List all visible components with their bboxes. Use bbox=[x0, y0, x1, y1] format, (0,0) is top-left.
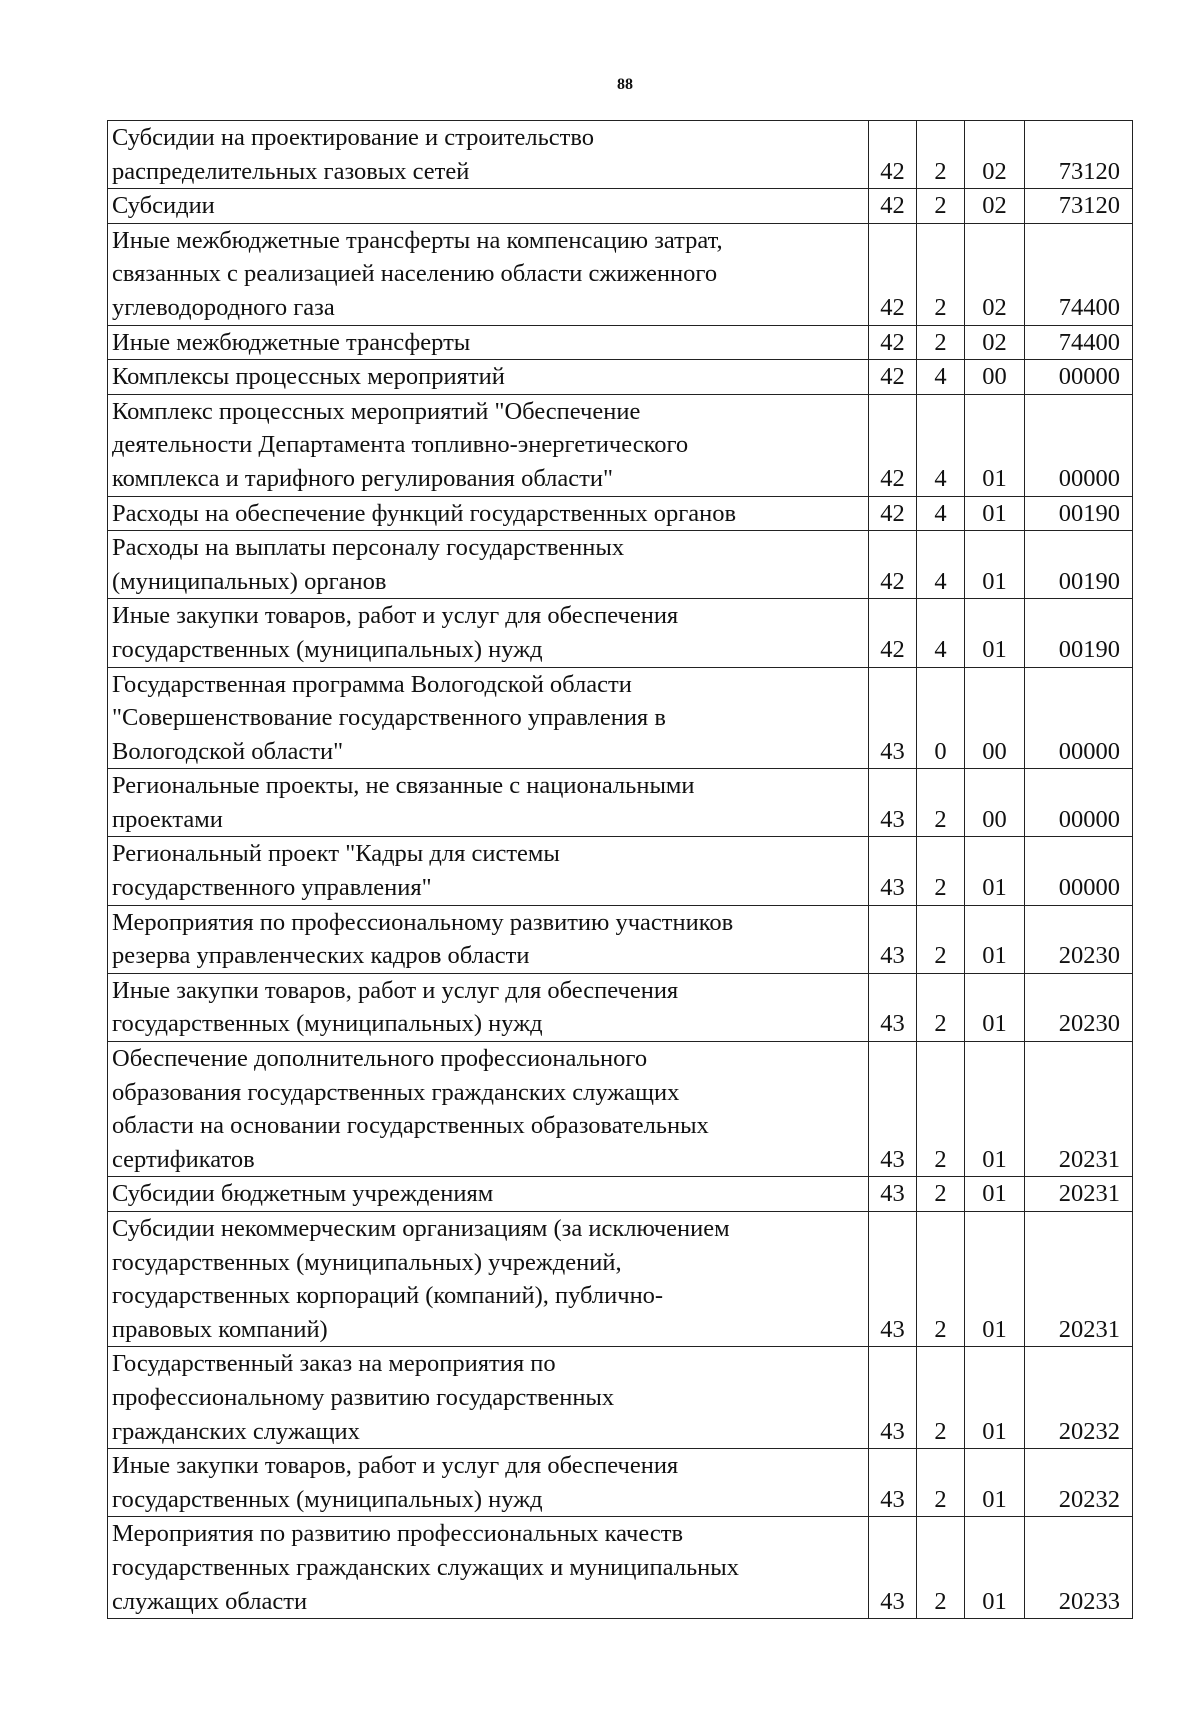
code-direction: 00000 bbox=[1025, 769, 1133, 837]
row-title: Расходы на обеспечение функций государственных органов bbox=[108, 496, 869, 531]
code-subprogram: 00 bbox=[965, 667, 1025, 769]
code-type: 4 bbox=[917, 531, 965, 599]
table-row bbox=[108, 121, 1133, 189]
code-section: 42 bbox=[869, 189, 917, 224]
table-row bbox=[108, 325, 1133, 360]
table-row bbox=[108, 1449, 1133, 1517]
row-title: Государственная программа Вологодской области "Совершенствование государственного управления в Вологодской области" bbox=[108, 667, 869, 769]
code-type: 2 bbox=[917, 1042, 965, 1177]
row-title: Государственный заказ на мероприятия по профессиональному развитию государственных гражданских служащих bbox=[108, 1347, 869, 1449]
row-title: Иные межбюджетные трансферты на компенсацию затрат, связанных с реализацией населению области сжиженного углеводородного газа bbox=[108, 223, 869, 325]
budget-table-body bbox=[108, 121, 1133, 1619]
code-direction: 74400 bbox=[1025, 325, 1133, 360]
table-row bbox=[108, 189, 1133, 224]
code-subprogram: 01 bbox=[965, 394, 1025, 496]
table-row bbox=[108, 223, 1133, 325]
code-subprogram: 01 bbox=[965, 837, 1025, 905]
code-type: 2 bbox=[917, 1212, 965, 1347]
row-title: Субсидии bbox=[108, 189, 869, 224]
code-subprogram: 01 bbox=[965, 1347, 1025, 1449]
row-title: Иные закупки товаров, работ и услуг для обеспечения государственных (муниципальных) нужд bbox=[108, 599, 869, 667]
code-subprogram: 01 bbox=[965, 1042, 1025, 1177]
code-direction: 20232 bbox=[1025, 1449, 1133, 1517]
code-section: 43 bbox=[869, 769, 917, 837]
table-row bbox=[108, 1347, 1133, 1449]
code-direction: 00000 bbox=[1025, 360, 1133, 395]
row-title: Иные межбюджетные трансферты bbox=[108, 325, 869, 360]
table-row bbox=[108, 531, 1133, 599]
code-type: 2 bbox=[917, 1517, 965, 1619]
code-subprogram: 00 bbox=[965, 769, 1025, 837]
code-type: 4 bbox=[917, 394, 965, 496]
code-direction: 20230 bbox=[1025, 973, 1133, 1041]
code-direction: 73120 bbox=[1025, 189, 1133, 224]
code-direction: 20232 bbox=[1025, 1347, 1133, 1449]
row-title: Мероприятия по профессиональному развитию участников резерва управленческих кадров области bbox=[108, 905, 869, 973]
code-subprogram: 02 bbox=[965, 121, 1025, 189]
code-direction: 00000 bbox=[1025, 837, 1133, 905]
table-row bbox=[108, 394, 1133, 496]
row-title: Региональный проект "Кадры для системы государственного управления" bbox=[108, 837, 869, 905]
row-title: Иные закупки товаров, работ и услуг для обеспечения государственных (муниципальных) нужд bbox=[108, 1449, 869, 1517]
code-section: 43 bbox=[869, 1449, 917, 1517]
code-subprogram: 00 bbox=[965, 360, 1025, 395]
code-direction: 73120 bbox=[1025, 121, 1133, 189]
code-section: 43 bbox=[869, 973, 917, 1041]
code-type: 2 bbox=[917, 223, 965, 325]
page-number: 88 bbox=[617, 76, 633, 93]
code-section: 43 bbox=[869, 1042, 917, 1177]
code-direction: 00000 bbox=[1025, 394, 1133, 496]
code-section: 43 bbox=[869, 1212, 917, 1347]
code-subprogram: 01 bbox=[965, 599, 1025, 667]
row-title: Субсидии бюджетным учреждениям bbox=[108, 1177, 869, 1212]
code-type: 2 bbox=[917, 1347, 965, 1449]
code-subprogram: 01 bbox=[965, 973, 1025, 1041]
code-direction: 74400 bbox=[1025, 223, 1133, 325]
code-direction: 20231 bbox=[1025, 1212, 1133, 1347]
table-row bbox=[108, 599, 1133, 667]
code-direction: 20231 bbox=[1025, 1177, 1133, 1212]
row-title: Обеспечение дополнительного профессионального образования государственных гражданских служащих области на основании государственных образовательных сертификатов bbox=[108, 1042, 869, 1177]
code-type: 2 bbox=[917, 1449, 965, 1517]
code-section: 43 bbox=[869, 667, 917, 769]
code-subprogram: 01 bbox=[965, 531, 1025, 599]
code-subprogram: 01 bbox=[965, 1517, 1025, 1619]
code-direction: 20230 bbox=[1025, 905, 1133, 973]
table-row bbox=[108, 360, 1133, 395]
table-row bbox=[108, 667, 1133, 769]
table-row bbox=[108, 1517, 1133, 1619]
code-subprogram: 01 bbox=[965, 905, 1025, 973]
code-section: 43 bbox=[869, 1177, 917, 1212]
code-subprogram: 02 bbox=[965, 325, 1025, 360]
code-section: 42 bbox=[869, 223, 917, 325]
table-row bbox=[108, 837, 1133, 905]
row-title: Комплекс процессных мероприятий "Обеспечение деятельности Департамента топливно-энергетического комплекса и тарифного регулирования области" bbox=[108, 394, 869, 496]
code-direction: 20231 bbox=[1025, 1042, 1133, 1177]
code-subprogram: 01 bbox=[965, 1449, 1025, 1517]
code-subprogram: 01 bbox=[965, 496, 1025, 531]
code-section: 43 bbox=[869, 837, 917, 905]
code-type: 2 bbox=[917, 837, 965, 905]
code-direction: 20233 bbox=[1025, 1517, 1133, 1619]
code-type: 4 bbox=[917, 496, 965, 531]
code-type: 2 bbox=[917, 325, 965, 360]
row-title: Расходы на выплаты персоналу государственных (муниципальных) органов bbox=[108, 531, 869, 599]
code-section: 42 bbox=[869, 121, 917, 189]
code-direction: 00190 bbox=[1025, 599, 1133, 667]
table-row bbox=[108, 1212, 1133, 1347]
code-section: 42 bbox=[869, 599, 917, 667]
code-section: 42 bbox=[869, 325, 917, 360]
code-direction: 00190 bbox=[1025, 496, 1133, 531]
code-type: 2 bbox=[917, 121, 965, 189]
code-subprogram: 01 bbox=[965, 1212, 1025, 1347]
code-direction: 00000 bbox=[1025, 667, 1133, 769]
code-section: 43 bbox=[869, 905, 917, 973]
code-subprogram: 02 bbox=[965, 223, 1025, 325]
code-subprogram: 02 bbox=[965, 189, 1025, 224]
table-row bbox=[108, 1177, 1133, 1212]
code-type: 2 bbox=[917, 189, 965, 224]
code-type: 0 bbox=[917, 667, 965, 769]
code-type: 2 bbox=[917, 973, 965, 1041]
code-type: 2 bbox=[917, 1177, 965, 1212]
code-section: 43 bbox=[869, 1517, 917, 1619]
row-title: Субсидии некоммерческим организациям (за исключением государственных (муниципальных) учреждений, государственных корпораций (компаний), публично- правовых компаний) bbox=[108, 1212, 869, 1347]
code-section: 42 bbox=[869, 360, 917, 395]
row-title: Региональные проекты, не связанные с национальными проектами bbox=[108, 769, 869, 837]
row-title: Мероприятия по развитию профессиональных качеств государственных гражданских служащих и муниципальных служащих области bbox=[108, 1517, 869, 1619]
row-title: Субсидии на проектирование и строительство распределительных газовых сетей bbox=[108, 121, 869, 189]
code-type: 2 bbox=[917, 769, 965, 837]
row-title: Комплексы процессных мероприятий bbox=[108, 360, 869, 395]
code-section: 43 bbox=[869, 1347, 917, 1449]
code-direction: 00190 bbox=[1025, 531, 1133, 599]
code-type: 2 bbox=[917, 905, 965, 973]
code-section: 42 bbox=[869, 394, 917, 496]
code-subprogram: 01 bbox=[965, 1177, 1025, 1212]
table-row bbox=[108, 496, 1133, 531]
code-type: 4 bbox=[917, 599, 965, 667]
table-row bbox=[108, 905, 1133, 973]
code-section: 42 bbox=[869, 496, 917, 531]
table-row bbox=[108, 769, 1133, 837]
budget-table bbox=[107, 120, 1133, 1619]
code-type: 4 bbox=[917, 360, 965, 395]
row-title: Иные закупки товаров, работ и услуг для обеспечения государственных (муниципальных) нужд bbox=[108, 973, 869, 1041]
table-row bbox=[108, 1042, 1133, 1177]
code-section: 42 bbox=[869, 531, 917, 599]
table-row bbox=[108, 973, 1133, 1041]
